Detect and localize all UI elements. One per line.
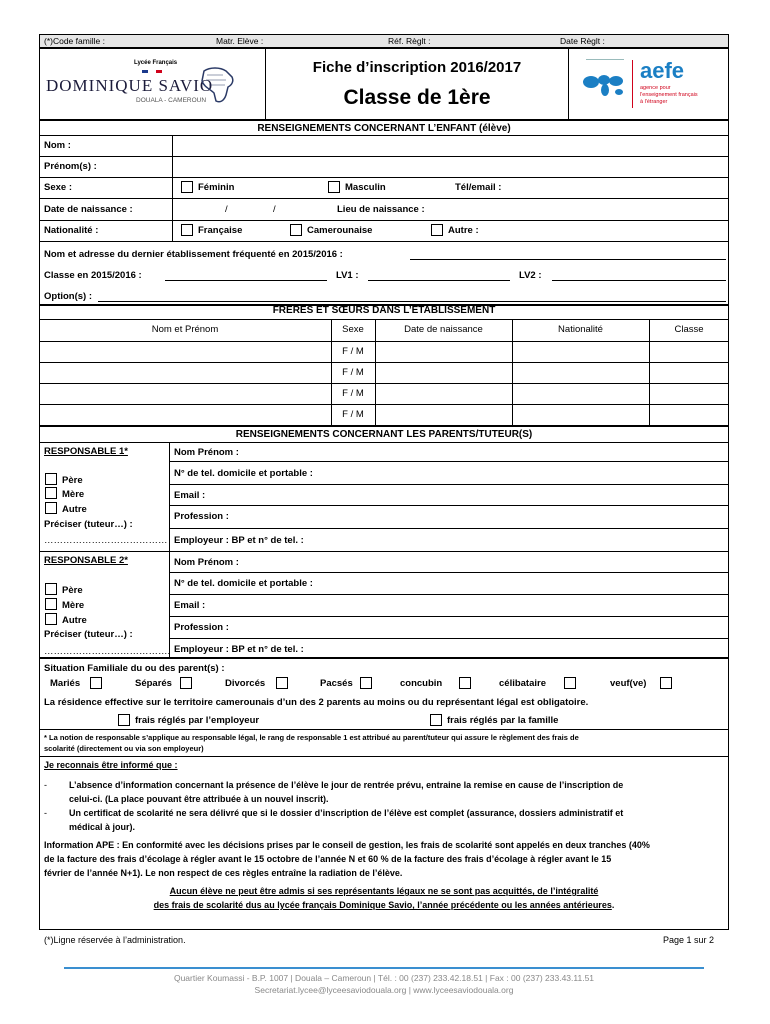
parents-section-title: RENSEIGNEMENTS CONCERNANT LES PARENTS/TUTEUR(S) (235, 429, 533, 440)
info-bullet-2b: médical à jour). (69, 822, 136, 832)
resp2-nom-prenom-label: Nom Prénom : (174, 557, 239, 568)
world-map-icon (580, 70, 626, 98)
pacses-checkbox[interactable] (360, 677, 372, 689)
resp2-mere-checkbox[interactable] (45, 598, 57, 610)
info-bullet-2a: Un certificat de scolarité ne sera délivré que si le dossier d’inscription de l’élève est complet (assurance, dossiers administratif et (69, 808, 624, 818)
divorces-label: Divorcés (225, 678, 266, 689)
class-title: Classe de 1ère (343, 86, 491, 109)
final-notice-1: Aucun élève ne peut être admis si ses représentants légaux ne se sont pas acquittés, de l’intégralité (169, 886, 599, 896)
page-number: Page 1 sur 2 (663, 935, 715, 945)
dernier-etab-label: Nom et adresse du dernier établissement fréquenté en 2015/2016 : (44, 249, 343, 260)
resp2-mere-label: Mère (62, 600, 85, 611)
school-name: DOMINIQUE SAVIO (46, 76, 214, 95)
info-bullet-1a: L’absence d’information concernant la présence de l’élève le jour de rentrée prévu, entraine la remise en cause de l’inscription de (69, 780, 624, 790)
final-notice-2: des frais de scolarité dus au lycée français Dominique Savio, l’année précédente ou les années antérieures (153, 900, 612, 910)
sexe-label: Sexe : (44, 182, 72, 193)
sibling-row-sexe: F / M (342, 388, 364, 399)
child-section-title: RENSEIGNEMENTS CONCERNANT L’ENFANT (élève) (257, 123, 511, 134)
resp1-preciser-dots: ………………………………… (44, 535, 168, 546)
siblings-header-date: Date de naissance (404, 324, 483, 335)
resp2-pere-checkbox[interactable] (45, 583, 57, 595)
frais-famille-label: frais réglés par la famille (447, 715, 559, 726)
date-reglt-label: Date Règlt : (560, 36, 605, 46)
masculin-checkbox[interactable] (328, 181, 340, 193)
sibling-row-sexe: F / M (342, 409, 364, 420)
matr-eleve-label: Matr. Elève : (216, 36, 264, 46)
aefe-sub2: l'enseignement français (640, 92, 698, 98)
lv1-label: LV1 : (336, 270, 359, 281)
reconnais-heading: Je reconnais être informé que : (44, 760, 178, 770)
ape-info-1: Information APE : En conformité avec les décisions prises par le conseil de gestion, les frais de scolarité sont appelés en deux tranches (40% (44, 840, 650, 850)
school-city: DOUALA - CAMEROUN (136, 97, 207, 104)
autre-nationalite-checkbox[interactable] (431, 224, 443, 236)
feminin-label: Féminin (198, 182, 235, 193)
aefe-logo (580, 56, 720, 112)
resp2-autre-label: Autre (62, 615, 87, 626)
footer-contact: Secretariat.lycee@lyceesaviodouala.org | www.lyceesaviodouala.org (254, 985, 514, 995)
form-title: Fiche d’inscription 2016/2017 (312, 59, 522, 76)
autre-nationalite-label: Autre : (448, 225, 479, 236)
resp1-mere-checkbox[interactable] (45, 487, 57, 499)
resp2-preciser-dots: …………………………………. (44, 646, 171, 657)
siblings-header-name: Nom et Prénom (151, 324, 219, 335)
resp1-employeur-label: Employeur : BP et n° de tel. : (174, 535, 304, 546)
divorces-checkbox[interactable] (276, 677, 288, 689)
prenoms-label: Prénom(s) : (44, 161, 97, 172)
aefe-sub3: à l'étranger (640, 99, 668, 105)
sibling-row-sexe: F / M (342, 367, 364, 378)
final-notice-2-wrap (39, 901, 729, 910)
footer-rule (64, 967, 704, 969)
lieu-naissance-label: Lieu de naissance : (337, 204, 425, 215)
feminin-checkbox[interactable] (181, 181, 193, 193)
francaise-checkbox[interactable] (181, 224, 193, 236)
resp1-autre-checkbox[interactable] (45, 502, 57, 514)
concubin-label: concubin (400, 678, 443, 689)
pacses-label: Pacsés (320, 678, 353, 689)
resp2-profession-label: Profession : (174, 622, 229, 633)
nationalite-label: Nationalité : (44, 225, 99, 236)
aefe-wordmark: aefe (640, 58, 685, 83)
africa-map-icon (196, 65, 238, 105)
resp2-pere-label: Père (62, 585, 83, 596)
date-sep-2: / (273, 204, 276, 215)
ape-info-2: de la facture des frais d’écolage à régler avant le 15 octobre de l’année N et 60 % de la facture des frais d’écolage à régler avant le 15 (44, 854, 612, 864)
resp2-tel-label: N° de tel. domicile et portable : (174, 578, 313, 589)
situation-familiale-label: Situation Familiale du ou des parent(s) : (44, 663, 225, 674)
resp1-pere-label: Père (62, 475, 83, 486)
options-label: Option(s) : (44, 291, 93, 302)
date-naissance-label: Date de naissance : (44, 204, 133, 215)
tel-email-label: Tél/email : (455, 182, 502, 193)
masculin-label: Masculin (345, 182, 386, 193)
final-notice-dot: . (611, 900, 615, 910)
siblings-header-nationalite: Nationalité (558, 324, 603, 335)
residence-notice: La résidence effective sur le territoire camerounais d’un des 2 parents au moins ou du représentant légal est obligatoire. (44, 697, 589, 708)
veuf-checkbox[interactable] (660, 677, 672, 689)
concubin-checkbox[interactable] (459, 677, 471, 689)
resp2-preciser-label: Préciser (tuteur…) : (44, 629, 133, 640)
aefe-sub1: agence pour (640, 85, 671, 91)
sibling-row-sexe: F / M (342, 346, 364, 357)
school-small-label: Lycée Français (134, 60, 178, 66)
school-logo (42, 55, 262, 111)
bullet-dash: - (44, 808, 47, 818)
separes-checkbox[interactable] (180, 677, 192, 689)
resp2-email-label: Email : (174, 600, 206, 611)
maries-label: Mariés (50, 678, 81, 689)
classe-2015-label: Classe en 2015/2016 : (44, 270, 142, 281)
ref-reglt-label: Réf. Règlt : (388, 36, 431, 46)
frais-employeur-label: frais réglés par l’employeur (135, 715, 260, 726)
maries-checkbox[interactable] (90, 677, 102, 689)
flag-icon (142, 70, 162, 73)
lv2-field[interactable] (552, 280, 726, 281)
frais-famille-checkbox[interactable] (430, 714, 442, 726)
resp1-profession-label: Profession : (174, 511, 229, 522)
siblings-section-title: FRERES ET SŒURS DANS L’ETABLISSEMENT (272, 305, 496, 316)
responsable-note-2: scolarité (directement ou via son employeur) (44, 744, 204, 753)
ape-info-3: février de l’année N+1). Le non respect de ces règles entraîne la radiation de l’élève. (44, 868, 403, 878)
dernier-etab-field[interactable] (410, 259, 726, 260)
siblings-header-sexe: Sexe (342, 324, 364, 335)
francaise-label: Française (198, 225, 243, 236)
responsable-note-1: * La notion de responsable s’applique au responsable légal, le rang de responsable 1 est attribué au parent/tuteur qui assure le règlement des frais de (44, 733, 579, 742)
lv1-field[interactable] (368, 280, 510, 281)
footer-address: Quartier Koumassi - B.P. 1007 | Douala – Cameroun | Tél. : 00 (237) 233.42.18.51 | Fax : 00 (237) 233.43.11.51 (173, 973, 595, 983)
celibataire-checkbox[interactable] (564, 677, 576, 689)
responsable-1-label: RESPONSABLE 1* (44, 446, 128, 457)
resp1-preciser-label: Préciser (tuteur…) : (44, 519, 133, 530)
resp2-employeur-label: Employeur : BP et n° de tel. : (174, 644, 304, 655)
siblings-header-classe: Classe (674, 324, 704, 335)
classe-2015-field[interactable] (165, 280, 327, 281)
resp1-mere-label: Mère (62, 489, 85, 500)
celibataire-label: célibataire (499, 678, 546, 689)
info-bullet-1b: celui-ci. (La place pouvant être attribuée à un nouvel inscrit). (69, 794, 329, 804)
date-sep-1: / (225, 204, 228, 215)
frais-employeur-checkbox[interactable] (118, 714, 130, 726)
resp1-tel-label: N° de tel. domicile et portable : (174, 468, 313, 479)
resp1-autre-label: Autre (62, 504, 87, 515)
resp1-email-label: Email : (174, 490, 206, 501)
bullet-dash: - (44, 780, 47, 790)
resp1-pere-checkbox[interactable] (45, 473, 57, 485)
code-famille-label: (*)Code famille : (44, 36, 105, 46)
admin-bar (39, 34, 729, 48)
camerounaise-checkbox[interactable] (290, 224, 302, 236)
veuf-label: veuf(ve) (610, 678, 647, 689)
resp1-nom-prenom-label: Nom Prénom : (174, 447, 239, 458)
siblings-section (39, 305, 729, 426)
separes-label: Séparés (135, 678, 172, 689)
camerounaise-label: Camerounaise (307, 225, 373, 236)
options-field[interactable] (98, 301, 726, 302)
responsable-2-label: RESPONSABLE 2* (44, 555, 128, 566)
nom-label: Nom : (44, 140, 71, 151)
reserved-note: (*)Ligne réservée à l’administration. (44, 935, 186, 945)
resp2-autre-checkbox[interactable] (45, 613, 57, 625)
lv2-label: LV2 : (519, 270, 542, 281)
